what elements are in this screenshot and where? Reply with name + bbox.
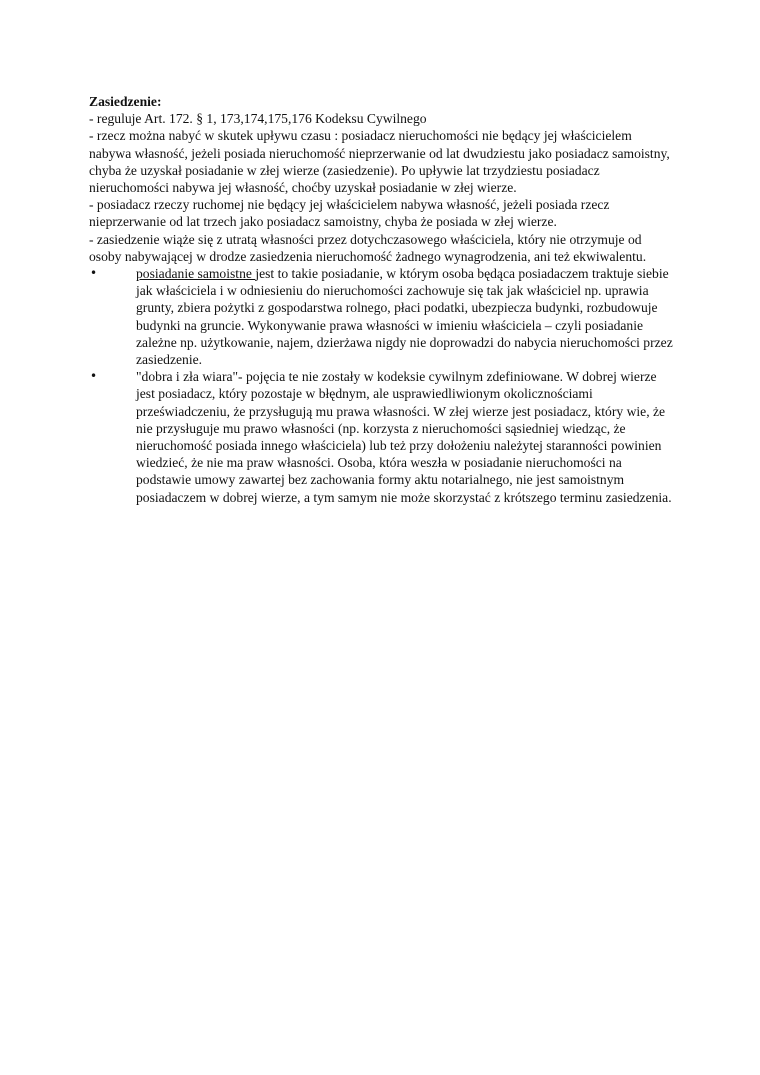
- document-body: [89, 93, 674, 506]
- paragraph-ruchoma: - posiadacz rzeczy ruchomej nie będący jej właścicielem nabywa własność, jeżeli posiada rzecz nieprzerwanie od lat trzech jako posiadacz samoistny, chyba że posiada w złej wierze.: [89, 197, 610, 230]
- bullet-text-posiadanie: jest to takie posiadanie, w którym osoba będąca posiadaczem traktuje siebie jak właściciela i w odniesieniu do nieruchomości zachowuje się tak jak właściciel np. uprawia grunty, zbiera pożytki z gospodarstwa rolnego, płaci podatki, ubezpiecza budynki, rozbudowuje budynki na gruncie. Wykonywanie prawa własności w imieniu właściciela – czyli posiadanie zależne np. użytkowanie, najem, dzierżawa nigdy nie doprowadzi do nabycia nieruchomości przez zasiedzenie.: [136, 266, 673, 368]
- bullet-icon: •: [90, 266, 98, 281]
- document-title: Zasiedzenie:: [89, 94, 162, 109]
- term-posiadanie-samoistne: posiadanie samoistne: [136, 266, 256, 282]
- bullet-text-wiara: "dobra i zła wiara"- pojęcia te nie zostały w kodeksie cywilnym zdefiniowane. W dobrej wierze jest posiadacz, który pozostaje w błędnym, ale usprawiedliwionym okolicznościami przeświadczeniu, że przysługują mu prawa własności. W złej wierze jest posiadacz, który wie, że nie przysługuje mu prawo własności (np. korzysta z nieruchomości sąsiedniej wiedząc, że nieruchomość posiada innego właściciela) lub też przy dołożeniu należytej staranności powinien wiedzieć, że nie ma praw własności. Osoba, która weszła w posiadanie nieruchomości na podstawie umowy zawartej bez zachowania formy aktu notarialnego, nie jest samoistnym posiadaczem w dobrej wierze, a tym samym nie może skorzystać z krótszego terminu zasiedzenia.: [136, 369, 672, 505]
- bullet-item-posiadanie: [89, 265, 674, 368]
- paragraph-utrata: - zasiedzenie wiąże się z utratą własności przez dotychczasowego właściciela, który nie otrzymuje od osoby nabywającej w drodze zasiedzenia nieruchomość żadnego wynagrodzenia, ani też ekwiwalentu.: [89, 231, 647, 264]
- paragraph-nieruchomosc: - rzecz można nabyć w skutek upływu czasu : posiadacz nieruchomości nie będący jej właścicielem nabywa własność, jeżeli posiada nieruchomość nieprzerwanie od lat dwudziestu jako posiadacz samoistny, chyba że uzyskał posiadanie w złej wierze (zasiedzenie). Po upływie lat trzydziestu posiadacz nieruchomości nabywa jej własność, choćby uzyskał posiadanie w złej wierze.: [89, 128, 670, 196]
- paragraph-reguluje: - reguluje Art. 172. § 1, 173,174,175,176 Kodeksu Cywilnego: [89, 111, 427, 127]
- bullet-icon: •: [90, 369, 98, 384]
- bullet-item-wiara: [89, 368, 674, 506]
- bullet-list: [89, 265, 674, 506]
